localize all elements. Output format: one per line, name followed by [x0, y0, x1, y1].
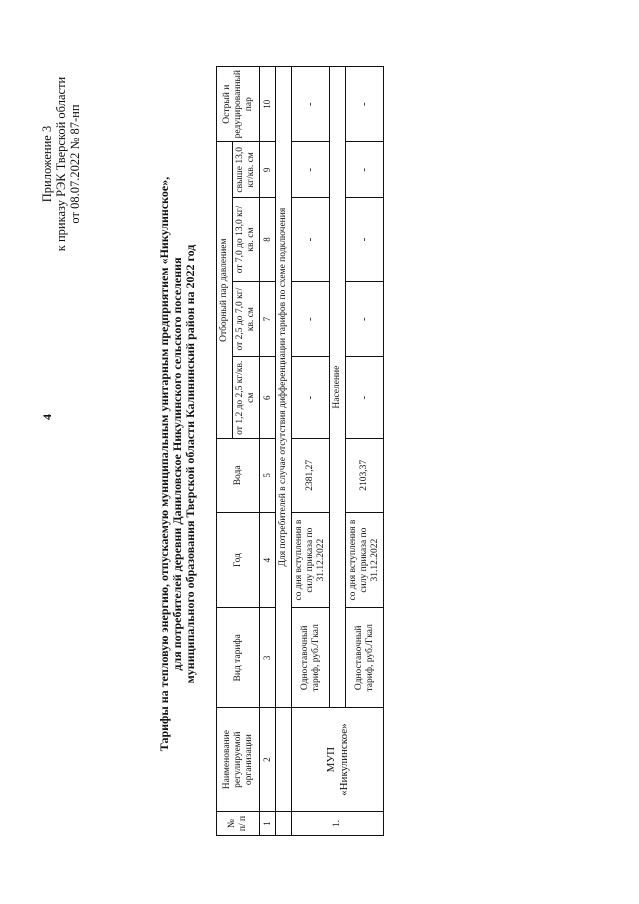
- header-p1: от 1,2 до 2,5 кг/кв. см: [233, 357, 260, 439]
- p2-value: -: [346, 281, 384, 357]
- page-number: 4: [40, 414, 54, 420]
- col-number: 1: [260, 812, 276, 836]
- section-label: Для потребителей в случае отсутствия дифференциации тарифов по схеме подключения: [276, 67, 292, 708]
- header-num: № п/ п: [217, 812, 260, 836]
- section-spacer: [276, 708, 292, 812]
- header-water: Вода: [217, 438, 260, 512]
- col-number: 7: [260, 281, 276, 357]
- col-number: 10: [260, 67, 276, 142]
- sharp-value: -: [292, 67, 330, 142]
- header-year: Год: [217, 512, 260, 608]
- p1-value: -: [346, 357, 384, 439]
- appendix-line-3: от 08.07.2022 № 87-нп: [68, 104, 82, 224]
- col-number: 4: [260, 512, 276, 608]
- table-row: [292, 67, 330, 836]
- appendix-line-1: Приложение 3: [40, 125, 54, 203]
- title-line-1: Тарифы на тепловую энергию, отпускаемую муниципальным унитарным предприятием «Никулинское»,: [157, 176, 171, 752]
- col-number: 8: [260, 198, 276, 282]
- tariff-table: [216, 66, 384, 836]
- header-row-1: [217, 67, 233, 836]
- tariff-period: со дня вступления в силу приказа по 31.12.2022: [346, 512, 384, 608]
- col-number: 5: [260, 438, 276, 512]
- sharp-value: -: [346, 67, 384, 142]
- col-number: 9: [260, 142, 276, 198]
- water-value: 2103,37: [346, 438, 384, 512]
- p4-value: -: [292, 142, 330, 198]
- appendix-block: [40, 24, 82, 304]
- org-name: МУП «Никулинское»: [292, 708, 384, 812]
- header-org: Наименование регулируемой организации: [217, 708, 260, 812]
- col-number: 3: [260, 608, 276, 708]
- header-tariff-type: Вид тарифа: [217, 608, 260, 708]
- section-spacer: [276, 812, 292, 836]
- title-line-2: для потребителей деревни Даниловское Никулинского сельского поселения: [170, 257, 184, 671]
- p1-value: -: [292, 357, 330, 439]
- header-p2: от 2,5 до 7,0 кг/кв. см: [233, 281, 260, 357]
- p3-value: -: [346, 198, 384, 282]
- header-p4: свыше 13,0 кг/кв. см: [233, 142, 260, 198]
- header-p3: от 7,0 до 13,0 кг/кв. см: [233, 198, 260, 282]
- header-sharp-steam: Острый и редуцированный пар: [217, 67, 260, 142]
- p4-value: -: [346, 142, 384, 198]
- tariff-type: Одноставочный тариф, руб./Гкал: [292, 608, 330, 708]
- tariff-period: со дня вступления в силу приказа по 31.12.2022: [292, 512, 330, 608]
- water-value: 2381,27: [292, 438, 330, 512]
- col-number: 6: [260, 357, 276, 439]
- population-label: Население: [330, 67, 346, 708]
- title-line-3: муниципального образования Тверской области Калининский район на 2022 год: [183, 244, 197, 684]
- col-number: 2: [260, 708, 276, 812]
- p3-value: -: [292, 198, 330, 282]
- document-title: [158, 84, 197, 844]
- column-number-row: [260, 67, 276, 836]
- p2-value: -: [292, 281, 330, 357]
- appendix-line-2: к приказу РЭК Тверской области: [54, 76, 68, 252]
- section-row: [276, 67, 292, 836]
- header-steam-group: Отборный пар давлением: [217, 142, 233, 439]
- row-num: 1.: [292, 812, 384, 836]
- tariff-type: Одноставочный тариф, руб./Гкал: [346, 608, 384, 708]
